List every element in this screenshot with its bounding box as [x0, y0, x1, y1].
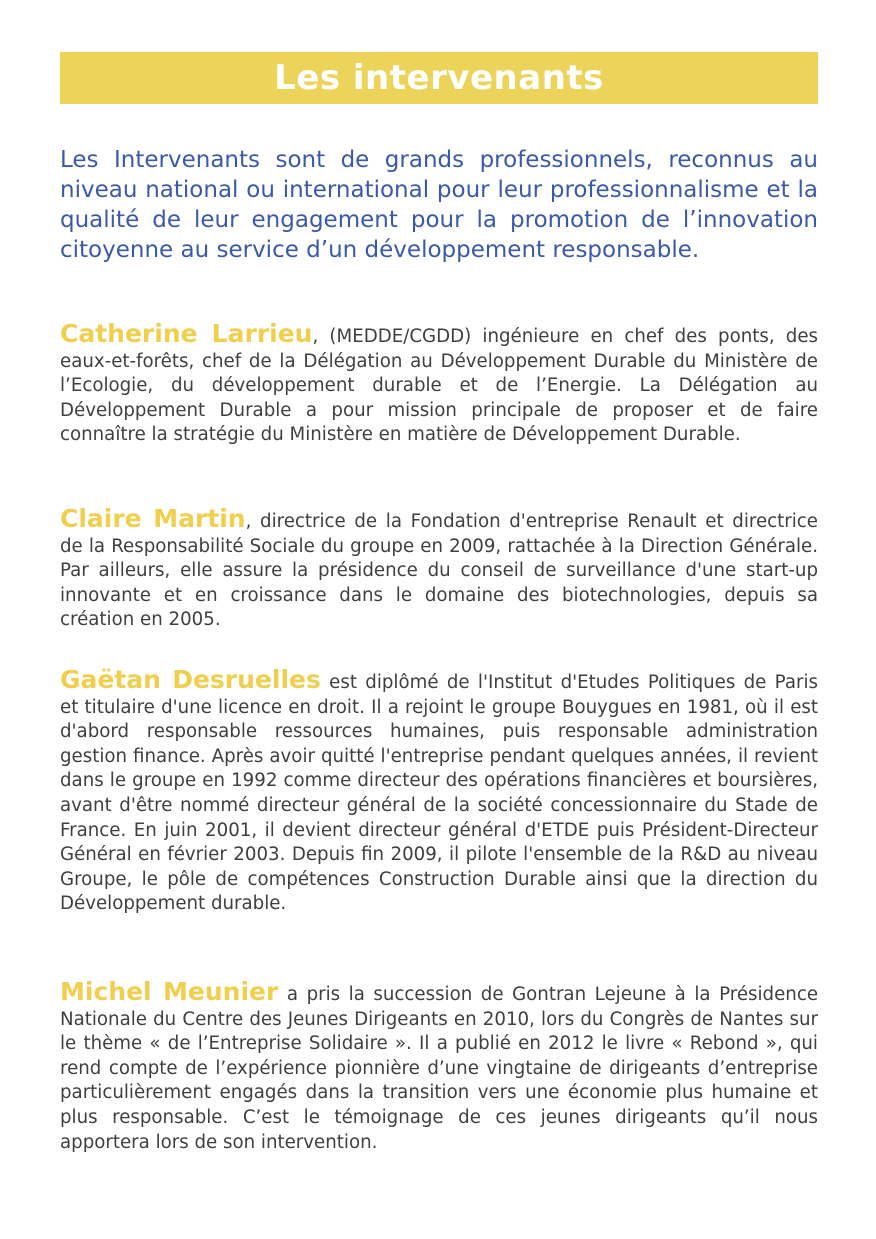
- speaker-name: Claire Martin: [60, 504, 246, 533]
- intro-paragraph: Les Intervenants sont de grands professionnels, reconnus au niveau national ou international pour leur professionnalisme et la qualité de leur engagement pour la promotion de l’innovation citoyenne au service d’un développement responsable.: [60, 147, 818, 263]
- speaker-name: Gaëtan Desruelles: [60, 665, 321, 694]
- speaker-name: Michel Meunier: [60, 977, 279, 1006]
- speaker-description: a pris la succession de Gontran Lejeune à la Présidence Nationale du Centre des Jeunes Dirigeants en 2010, lors du Congrès de Nantes sur le thème « de l’Entreprise Solidaire ». Il a publié en 2012 le livre « Rebond », qui rend compte de l’expérience pionnière d’une vingtaine de dirigeants d’entreprise particulièrement engagés dans la transition vers une économie plus humaine et plus responsable. C’est le témoignage de ces jeunes dirigeants qu’il nous apportera lors de son intervention.: [60, 984, 819, 1153]
- title-banner: [60, 52, 818, 104]
- speaker-name: Catherine Larrieu: [60, 319, 313, 348]
- speaker-bio: [60, 504, 818, 633]
- speaker-description: , (MEDDE/CGDD) ingénieure en chef des ponts, des eaux-et-forêts, chef de la Délégation au Développement Durable du Ministère de l’Ecologie, du développement durable et de l’Energie. La Délégation au Développement Durable a pour mission principale de proposer et de faire connaître la stratégie du Ministère en matière de Développement Durable.: [60, 326, 818, 446]
- speaker-description: est diplômé de l'Institut d'Etudes Politiques de Paris et titulaire d'une licence en droit. Il a rejoint le groupe Bouygues en 1981, où il est d'abord responsable ressources humaines, puis responsable administration gestion finance. Après avoir quitté l'entreprise pendant quelques années, il revient dans le groupe en 1992 comme directeur des opérations financières et boursières, avant d'être nommé directeur général de la société concessionnaire du Stade de France. En juin 2001, il devient directeur général d'ETDE puis Président-Directeur Général en février 2003. Depuis fin 2009, il pilote l'ensemble de la R&D au niveau Groupe, le pôle de compétences Construction Durable ainsi que la direction du Développement durable.: [60, 672, 818, 915]
- page-title: Les intervenants: [274, 58, 604, 98]
- speaker-bio: [60, 665, 818, 917]
- speaker-bio: [60, 977, 819, 1155]
- speaker-description: , directrice de la Fondation d'entreprise Renault et directrice de la Responsabilité Sociale du groupe en 2009, rattachée à la Direction Générale. Par ailleurs, elle assure la présidence du conseil de surveillance d'une start-up innovante et en croissance dans le domaine des biotechnologies, depuis sa création en 2005.: [60, 511, 818, 631]
- speaker-bio: [60, 319, 818, 448]
